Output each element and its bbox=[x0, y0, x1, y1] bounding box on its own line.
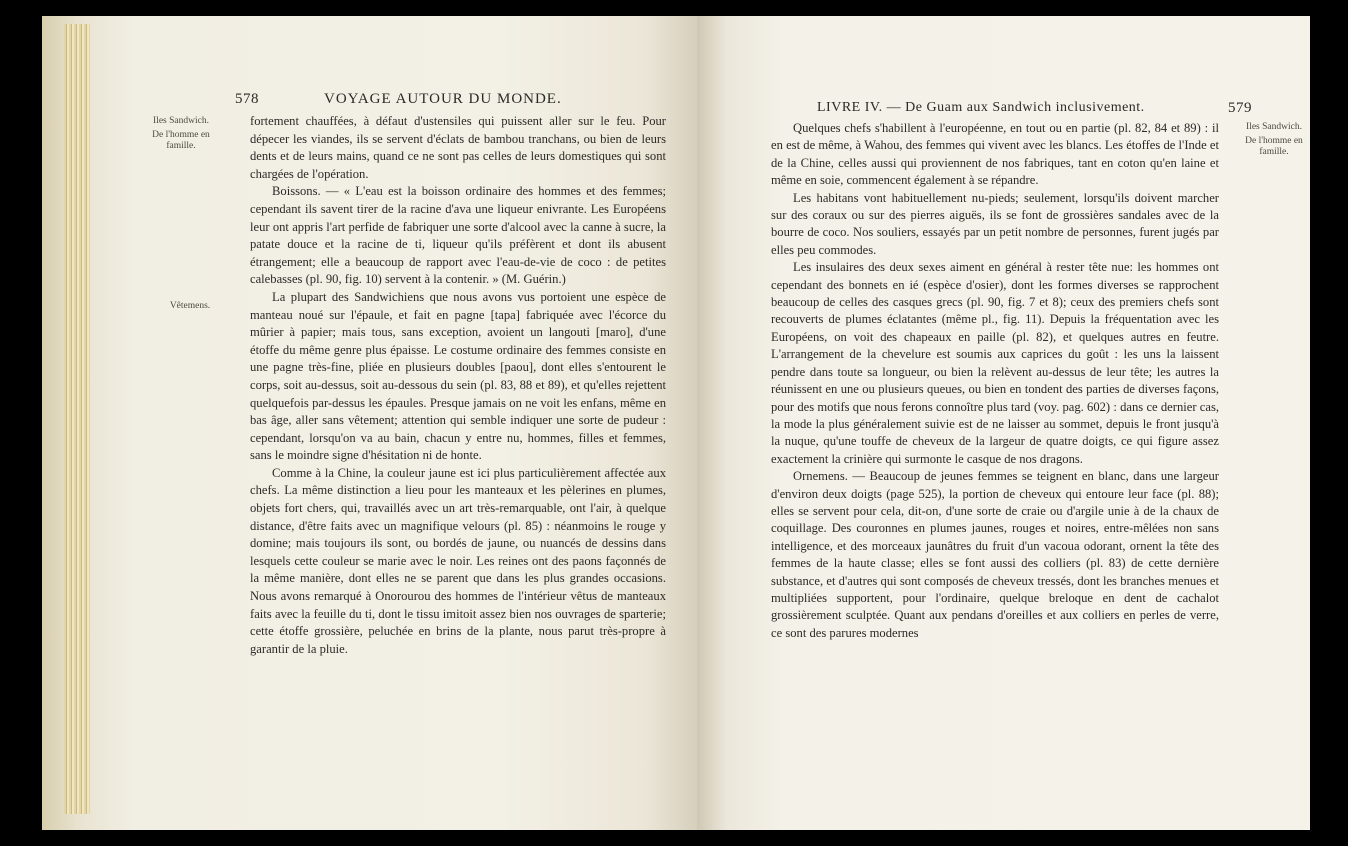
paragraph: Quelques chefs s'habillent à l'européenne, en tout ou en partie (pl. 82, 84 et 89) : il en est de même, à Wahou, des femmes qui vivent avec les blancs. Les étoffes de l'Inde et de la Chine, celles aussi qui proviennent de nos fabriques, tant en coton qu'en laine et même en soie, commencent également à se répandre. bbox=[771, 121, 1219, 188]
page-edges bbox=[64, 24, 90, 814]
paragraph: Les habitans vont habituellement nu-pieds; seulement, lorsqu'ils doivent marcher sur des coraux ou sur des pierres aiguës, ils se font de grossières sandales avec de la bourre de coco. Nos souliers, essayés par un petit nombre de personnes, furent jugés par elles peu commodes. bbox=[771, 190, 1219, 257]
left-body-text bbox=[250, 113, 666, 658]
paragraph: Ornemens. — Beaucoup de jeunes femmes se teignent en blanc, dans une largeur d'environ deux doigts (page 525), la portion de cheveux qui entoure leur face (pl. 88); elles se servent pour cela, dit-on, d'une sorte de craie ou d'argile unie à de la chaux de coquillage. Des couronnes en plumes jaunes, rouges et noires, entre-mêlées non sans intelligence, et des morceaux jaunâtres du fruit d'un vacoua odorant, ornent la tête des femmes de la haute classe; elles se font aussi des colliers (pl. 83) de cette dernière substance, et d'autres qui sont composés de cheveux tressés, dont les branches menues et multipliées supportent, pour l'ordinaire, quelque breloque en dent de cachalot grossièrement sculptée. Quant aux pendans d'oreilles et aux colliers en perles de verre, ce sont des parures modernes bbox=[771, 469, 1219, 640]
margin-note-line: De l'homme en famille. bbox=[1245, 136, 1303, 157]
left-running-title: VOYAGE AUTOUR DU MONDE. bbox=[324, 91, 562, 107]
left-page-number: 578 bbox=[235, 91, 259, 107]
paragraph: La plupart des Sandwichiens que nous avons vus portoient une espèce de manteau noué sur l'épaule, et fait en pagne [tapa] fabriquée avec l'écorce du mûrier à papier; mais tous, sans exception, avoient un langouti [maro], d'une étoffe du même genre plus épaisse. Le costume ordinaire des femmes consiste en une pagne très-fine, pliée en plusieurs doubles [paou], dont elles s'entourent le corps, soit au-dessus, soit au-dessous du sein (pl. 83, 88 et 89), et qu'elles rejettent quelquefois par-dessus les épaules. Presque jamais on ne voit les enfans, même en bas âge, aller sans vêtement; attention qui semble indiquer une sorte de pudeur : cependant, lorsqu'on va au bain, chacun y entre nu, hommes, filles et femmes, sans le moindre signe d'hésitation ni de honte. bbox=[250, 289, 666, 463]
margin-note-line: De l'homme en famille. bbox=[152, 130, 210, 151]
right-page bbox=[697, 16, 1310, 830]
right-margin-note-islands bbox=[1242, 122, 1306, 158]
paragraph: Comme à la Chine, la couleur jaune est ici plus particulièrement affectée aux chefs. La même distinction a lieu pour les manteaux et les pèlerines en plumes, objets fort chers, qui, travaillés avec un art très-remarquable, ont l'air, à quelque distance, d'être faits avec un magnifique velours (pl. 85) : néanmoins le rouge y domine; mais toujours ils sont, ou bordés de jaune, ou nuancés de dessins dans lesquels cette couleur se marie avec le noir. Les reines ont des paons façonnés de la même manière, dont elles ne se parent que dans les plus grandes occasions. Nous avons remarqué à Onorourou des hommes de l'intérieur vêtus de manteaux faits avec la feuille du ti, dont le tissu imitoit assez bien nos ouvrages de sparterie; cette étoffe grossière, peluchée en brins de la plante, nous parut très-propre à garantir de la pluie. bbox=[250, 465, 666, 656]
right-body-text bbox=[771, 120, 1219, 642]
left-page bbox=[42, 16, 697, 830]
right-page-number: 579 bbox=[1228, 100, 1252, 116]
left-margin-note-clothing: Vêtemens. bbox=[169, 301, 211, 311]
left-margin-note-islands bbox=[146, 116, 216, 152]
margin-note-line: Iles Sandwich. bbox=[1246, 122, 1302, 132]
open-book bbox=[42, 16, 1310, 830]
paragraph: Boissons. — « L'eau est la boisson ordinaire des hommes et des femmes; cependant ils savent tirer de la racine d'ava une liqueur enivrante. Les Européens leur ont appris l'art perfide de fabriquer une sorte d'alcool avec la canne à sucre, la patate douce et la racine de ti, liqueur qu'ils préfèrent et dont ils abusent étrangement; elle a beaucoup de rapport avec l'eau-de-vie de coco : de petites calebasses (pl. 90, fig. 10) servent à la contenir. » (M. Guérin.) bbox=[250, 184, 666, 287]
right-running-title: LIVRE IV. — De Guam aux Sandwich inclusivement. bbox=[817, 100, 1145, 115]
margin-note-line: Iles Sandwich. bbox=[153, 116, 209, 126]
paragraph: fortement chauffées, à défaut d'ustensiles qui puissent aller sur le feu. Pour dépecer les viandes, ils se servent d'éclats de bambou tranchans, ou bien de leurs dents et de leurs mains, quand ce ne sont pas celles de leurs domestiques qui sont chargées de l'opération. bbox=[250, 114, 666, 181]
paragraph: Les insulaires des deux sexes aiment en général à rester tête nue: les hommes ont cependant des bonnets en ié (espèce d'osier), dont les formes diverses se rapprochent beaucoup de celles des casques grecs (pl. 90, fig. 7 et 8); ceux des premiers chefs sont recouverts de plumes éclatantes (même pl., fig. 11). Depuis la fréquentation avec les Européens, on voit des chapeaux en paille (pl. 82), et quelques autres en feutre. L'arrangement de la chevelure est soumis aux caprices du goût : les uns la laissent pendre dans toute sa longueur, ou bien la relèvent au-dessus de leur tête; les autres la réunissent en une ou plusieurs queues, ou bien en tondent des parties de diverses façons, pour des motifs que nous ferons connoître plus tard (voy. pag. 602) : dans ce dernier cas, la mode la plus généralement suivie est de ne laisser au sommet, depuis le front jusqu'à la nuque, qu'une touffe de cheveux de la largeur de quatre doigts, ce qui figure assez exactement la crinière qui surmonte le casque de nos dragons. bbox=[771, 260, 1219, 466]
